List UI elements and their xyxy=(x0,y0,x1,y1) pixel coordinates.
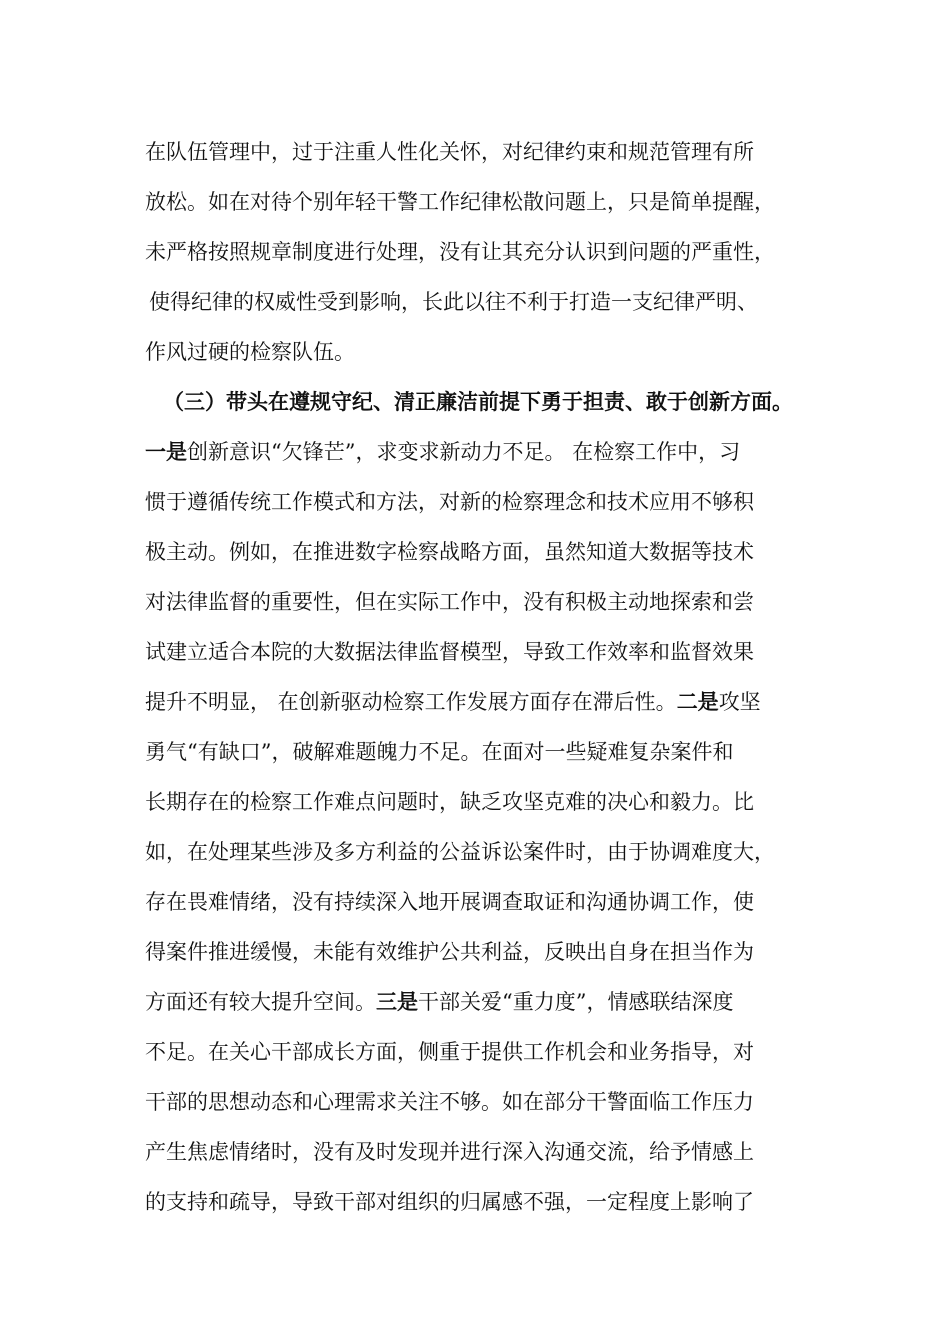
text-line: 如，在处理某些涉及多方利益的公益诉讼案件时，由于协调难度大， xyxy=(145,840,775,864)
text-line: 在队伍管理中，过于注重人性化关怀，对纪律约束和规范管理有所 xyxy=(145,140,754,164)
text-span: 创新意识“欠锋芒”，求变求新动力不足。 在检察工作中，习 xyxy=(187,440,741,464)
bold-marker-first: 一是 xyxy=(145,439,187,464)
document-body xyxy=(145,127,825,1227)
text-line: 未严格按照规章制度进行处理，没有让其充分认识到问题的严重性， xyxy=(145,240,775,264)
text-line: 产生焦虑情绪时，没有及时发现并进行深入沟通交流，给予情感上 xyxy=(145,1140,754,1164)
text-line: 对法律监督的重要性，但在实际工作中，没有积极主动地探索和尝 xyxy=(145,590,754,614)
text-line xyxy=(145,427,825,477)
bold-marker-second: 二是 xyxy=(676,689,719,714)
text-span: 方面还有较大提升空间。 xyxy=(145,990,376,1014)
text-line: 极主动。例如，在推进数字检察战略方面，虽然知道大数据等技术 xyxy=(145,540,754,564)
text-span: 提升不明显， 在创新驱动检察工作发展方面存在滞后性。 xyxy=(145,690,677,714)
text-line: 放松。如在对待个别年轻干警工作纪律松散问题上，只是简单提醒， xyxy=(145,190,775,214)
text-line: 得案件推进缓慢，未能有效维护公共利益，反映出自身在担当作为 xyxy=(145,940,754,964)
text-span: 干部关爱“重力度”，情感联结深度 xyxy=(418,990,734,1014)
text-line: 惯于遵循传统工作模式和方法，对新的检察理念和技术应用不够积 xyxy=(145,490,754,514)
text-line: 长期存在的检察工作难点问题时，缺乏攻坚克难的决心和毅力。比 xyxy=(145,790,754,814)
text-line: 不足。在关心干部成长方面，侧重于提供工作机会和业务指导，对 xyxy=(145,1040,754,1064)
section-heading: （三）带头在遵规守纪、清正廉洁前提下勇于担责、敢于创新方面。 xyxy=(163,389,793,414)
text-line xyxy=(145,977,825,1027)
text-line: 试建立适合本院的大数据法律监督模型，导致工作效率和监督效果 xyxy=(145,640,754,664)
text-line: 的支持和疏导，导致干部对组织的归属感不强，一定程度上影响了 xyxy=(145,1190,754,1214)
text-line: 作风过硬的检察队伍。 xyxy=(145,340,355,364)
text-span: 攻坚 xyxy=(718,690,761,714)
bold-marker-third: 三是 xyxy=(376,989,418,1014)
text-line: 存在畏难情绪，没有持续深入地开展调查取证和沟通协调工作，使 xyxy=(145,890,754,914)
text-line: 干部的思想动态和心理需求关注不够。如在部分干警面临工作压力 xyxy=(145,1090,754,1114)
text-line xyxy=(145,677,825,727)
text-line: 使得纪律的权威性受到影响，长此以往不利于打造一支纪律严明、 xyxy=(149,290,758,314)
text-line: 勇气“有缺口”，破解难题魄力不足。在面对一些疑难复杂案件和 xyxy=(145,740,734,764)
